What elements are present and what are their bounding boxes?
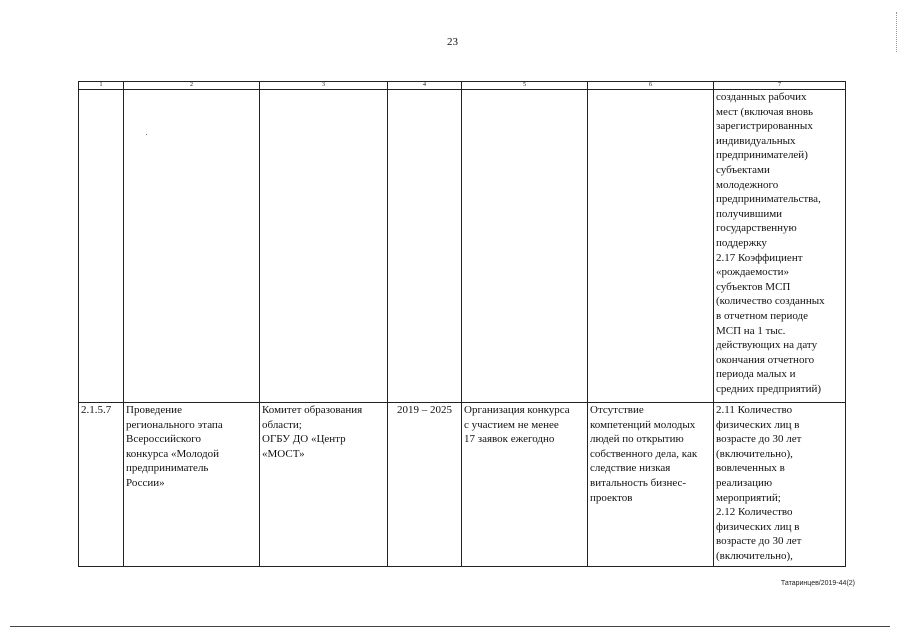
- result-cell: [462, 90, 588, 403]
- executor-cell: Комитет образования области; ОГБУ ДО «Центр «МОСТ»: [260, 403, 388, 567]
- period-cell: [388, 90, 462, 403]
- risk-cell: [588, 90, 714, 403]
- scan-speck: [146, 134, 147, 135]
- column-number: 5: [462, 82, 588, 90]
- column-number-row: [79, 82, 846, 90]
- column-number: 7: [714, 82, 846, 90]
- result-cell: Организация конкурса с участием не менее 17 заявок ежегодно: [462, 403, 588, 567]
- column-number: 1: [79, 82, 124, 90]
- column-number: 4: [388, 82, 462, 90]
- risk-cell: Отсутствие компетенций молодых людей по открытию собственного дела, как следствие низкая витальность бизнес- проектов: [588, 403, 714, 567]
- event-cell: Проведение регионального этапа Всероссийского конкурса «Молодой предприниматель России»: [124, 403, 260, 567]
- table-row: [79, 90, 846, 403]
- item-number-cell: 2.1.5.7: [79, 403, 124, 567]
- measures-table: [78, 81, 846, 567]
- indicator-cell: созданных рабочих мест (включая вновь зарегистрированных индивидуальных предпринимателей) субъектами молодежного предпринимательства, получившими государственную поддержку 2.17 Коэффициент «рождаемости» субъектов МСП (количество созданных в отчетном периоде МСП на 1 тыс. действующих на дату окончания отчетного периода малых и средних предприятий): [714, 90, 846, 403]
- item-number-cell: [79, 90, 124, 403]
- bottom-rule: [10, 626, 890, 627]
- period-cell: 2019 – 2025: [388, 403, 462, 567]
- executor-cell: [260, 90, 388, 403]
- column-number: 2: [124, 82, 260, 90]
- event-cell: [124, 90, 260, 403]
- indicator-cell: 2.11 Количество физических лиц в возрасте до 30 лет (включительно), вовлеченных в реализацию мероприятий; 2.12 Количество физических лиц в возрасте до 30 лет (включительно),: [714, 403, 846, 567]
- document-code: Татаринцев/2019-44(2): [780, 580, 855, 587]
- column-number: 3: [260, 82, 388, 90]
- table-row: [79, 403, 846, 567]
- column-number: 6: [588, 82, 714, 90]
- page-number: 23: [447, 36, 458, 48]
